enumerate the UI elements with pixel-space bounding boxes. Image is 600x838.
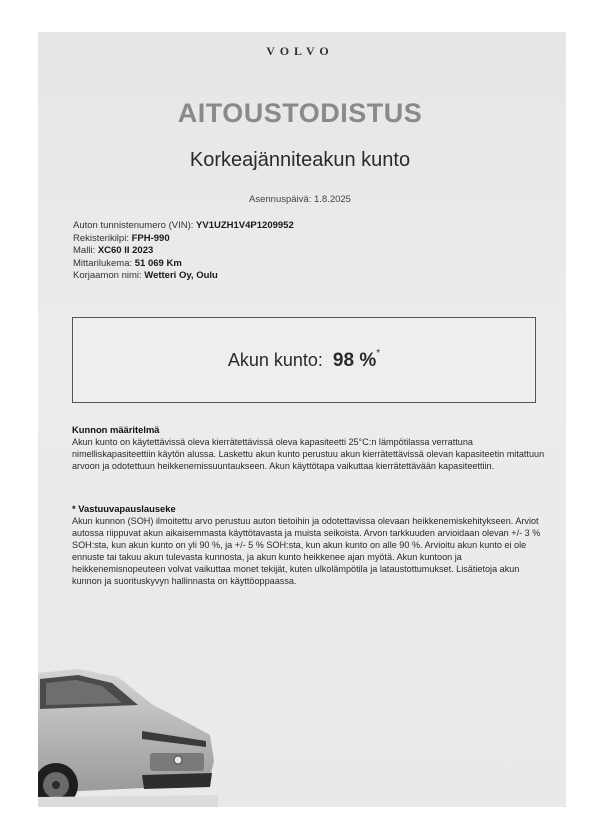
certificate-title: AITOUSTODISTUS (177, 98, 423, 128)
vin-value: YV1UZH1V4P1209952 (196, 220, 294, 231)
battery-health-box (72, 317, 536, 403)
certificate-subtitle: Korkeajänniteakun kunto (189, 149, 411, 171)
workshop-row (73, 270, 294, 283)
odometer-row (73, 258, 294, 271)
model-label: Malli: (73, 245, 98, 257)
installation-date: Asennuspäivä: 1.8.2025 (249, 194, 351, 205)
vin-label: Auton tunnistenumero (VIN): (73, 220, 197, 231)
model-value: XC60 II 2023 (97, 245, 154, 257)
volvo-logo: VOLVO (266, 44, 334, 58)
reg-value: FPH-990 (131, 232, 170, 244)
model-row (73, 245, 294, 258)
vehicle-info (73, 220, 294, 283)
odometer-value: 51 069 Km (134, 257, 182, 269)
odometer-label: Mittarilukema: (73, 257, 135, 269)
battery-health-value: 98 % (332, 350, 377, 371)
disclaimer-text: Akun kunnon (SOH) ilmoitettu arvo perustuu auton tietoihin ja odotettavissa olevaan heikkenemiskehitykseen. Arviot autossa riippuvat akun aikaisemmasta käyttötavasta ja muista seikoista. Arvon tarkkuuden arvioidaan olevan +/- 3 % SOH:sta, kun akun kunto on yli 90 %, ja +/- 5 % SOH:sta, kun akun kunto on alle 90 %. Arvioitu akun kunto ei ole ennuste tai takuu akun tulevasta kunnosta, ja akun kunto heikkenee ajan myötä. Akun kuntoon ja heikkenemisnopeuteen volvat vaikuttaa monet tekijät, kuten ulkolämpötila ja lataustottumukset. Lisätietoja akun kunnon ja suorituskyvyn hallinnasta on käyttöoppaassa. (72, 516, 541, 586)
reg-row (73, 233, 294, 246)
workshop-label: Korjaamon nimi: (73, 270, 145, 282)
definition-text: Akun kunto on käytettävissä oleva kierrätettävissä oleva kapasiteetti 25°C:n lämpötilassa verrattuna nimelliskapasiteettiin käytön alussa. Laskettu akun kunto perustuu akun kierrätettävissä olevan kapasiteetin mitattuun arvoon ja odotettuun heikkenemissuuntaukseen. Akun käyttötapa vaikuttaa kierrätettävään kapasiteettiin. (72, 437, 545, 471)
vin-row (73, 220, 294, 233)
definition-section (72, 424, 547, 472)
disclaimer-marker: * (376, 348, 381, 359)
disclaimer-heading: * Vastuuvapauslauseke (72, 503, 176, 514)
car-image (38, 665, 218, 807)
definition-heading: Kunnon määritelmä (72, 424, 160, 435)
workshop-value: Wetteri Oy, Oulu (144, 270, 218, 282)
disclaimer-section (72, 503, 547, 587)
battery-health-label: Akun kunto: (227, 350, 323, 370)
reg-label: Rekisterikilpi: (73, 232, 132, 244)
